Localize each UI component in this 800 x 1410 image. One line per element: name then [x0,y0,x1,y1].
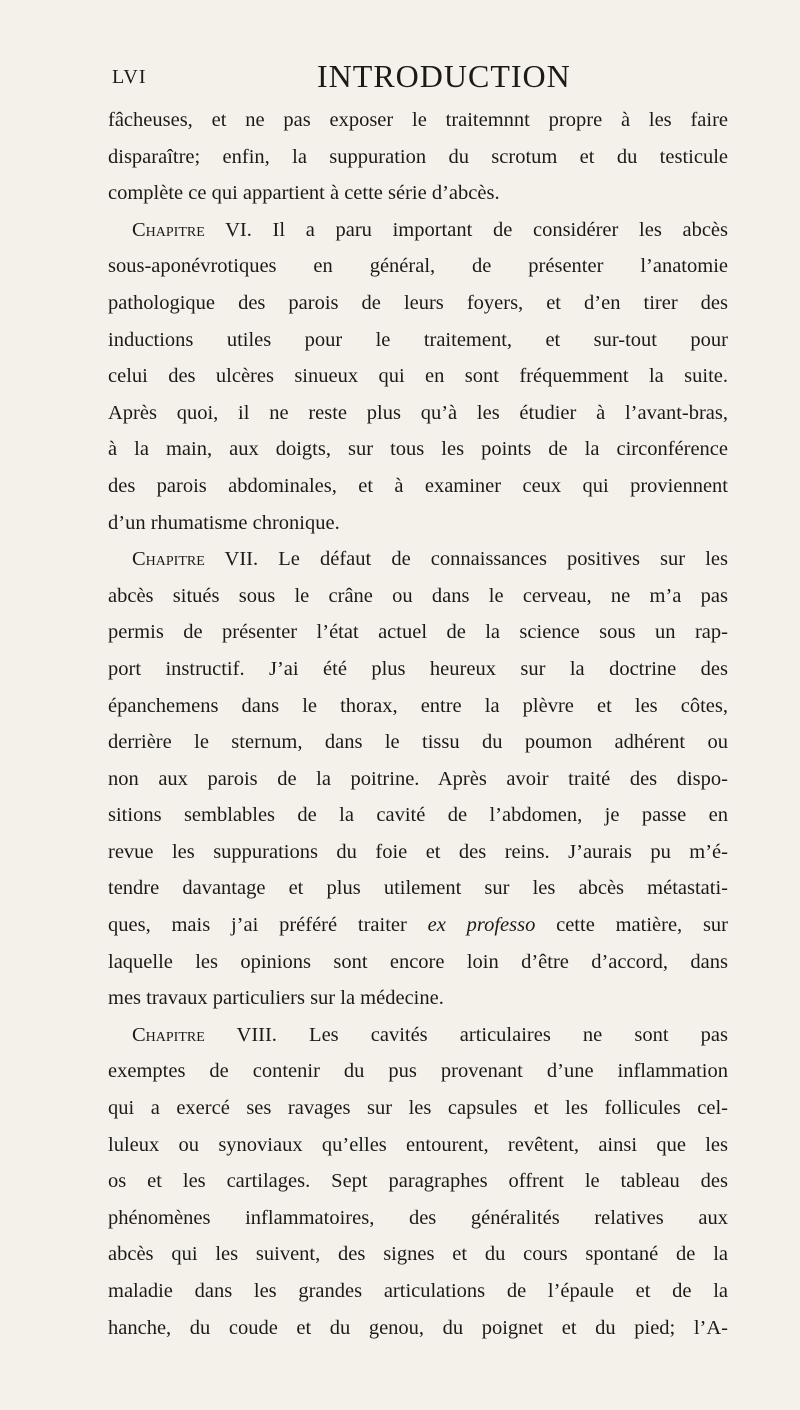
text-line [108,212,728,249]
text-segment: disparaître; enfin, la suppuration du scrotum et du testicule [108,145,728,168]
text-segment: complète ce qui appartient à cette série d’abcès. [108,182,500,205]
text-line [108,431,728,468]
text-line [108,834,728,871]
text-segment: à la main, aux doigts, sur tous les points de la circonférence [108,438,728,461]
text-segment: Il a paru important de considérer les abcès [251,218,728,241]
italic-phrase: ex professo [427,914,536,937]
text-segment: Après quoi, il ne reste plus qu’à les étudier à l’avant-bras, [108,401,728,424]
text-segment: pathologique des parois de leurs foyers, et d’en tirer des [108,291,728,314]
chapter-heading: Chapitre VI. [132,218,252,241]
text-line [108,907,728,944]
text-segment: ques, mais j’ai préféré traiter [108,914,428,937]
text-segment: revue les suppurations du foie et des reins. J’aurais pu m’é- [108,840,728,863]
text-line [108,322,728,359]
text-segment: port instructif. J’ai été plus heureux sur la doctrine des [108,657,728,680]
text-line [108,175,728,212]
text-line [108,797,728,834]
page-number: LVI [112,66,147,88]
text-segment: exemptes de contenir du pus provenant d’une inflammation [108,1060,728,1083]
text-segment: des parois abdominales, et à examiner ceux qui proviennent [108,474,728,497]
text-segment: d’un rhumatisme chronique. [108,511,340,534]
text-line [108,651,728,688]
page-header [112,52,712,92]
text-segment: non aux parois de la poitrine. Après avoir traité des dispo- [108,767,728,790]
text-segment: maladie dans les grandes articulations de l’épaule et de la [108,1280,728,1302]
body-text [108,102,728,1346]
text-segment: luleux ou synoviaux qu’elles entourent, revêtent, ainsi que les [108,1133,728,1156]
text-line [108,1053,728,1090]
text-segment: abcès situés sous le crâne ou dans le cerveau, ne m’a pas [108,584,728,607]
text-line [108,395,728,432]
text-line [108,358,728,395]
text-line [108,139,728,176]
text-line [108,761,728,798]
text-line [108,1236,728,1273]
text-segment: Le défaut de connaissances positives sur les [258,548,729,571]
text-segment: sitions semblables de la cavité de l’abdomen, je passe en [108,804,728,827]
text-line [108,944,728,981]
text-line [108,541,728,578]
text-segment: derrière le sternum, dans le tissu du poumon adhérent ou [108,731,728,754]
text-segment: tendre davantage et plus utilement sur les abcès métastati- [108,877,728,900]
text-segment: hanche, du coude et du genou, du poignet et du pied; l’A- [108,1316,728,1339]
text-line [108,578,728,615]
text-line [108,285,728,322]
text-line [108,1310,728,1347]
text-segment: permis de présenter l’état actuel de la science sous un rap- [108,621,728,644]
text-line [108,102,728,139]
text-line [108,468,728,505]
text-segment: qui a exercé ses ravages sur les capsules et les follicules cel- [108,1097,728,1120]
text-segment: fâcheuses, et ne pas exposer le traitemnnt propre à les faire [108,109,728,131]
text-segment: laquelle les opinions sont encore loin d’être d’accord, dans [108,950,728,973]
text-line [108,1017,728,1054]
text-segment: os et les cartilages. Sept paragraphes offrent le tableau des [108,1170,728,1193]
text-line [108,1200,728,1237]
text-segment: celui des ulcères sinueux qui en sont fréquemment la suite. [108,365,728,388]
running-title: INTRODUCTION [317,58,571,94]
text-line [108,980,728,1017]
text-line [108,248,728,285]
text-line [108,1163,728,1200]
text-segment: phénomènes inflammatoires, des généralités relatives aux [108,1206,728,1229]
text-segment: sous-aponévrotiques en général, de présenter l’anatomie [108,255,728,278]
text-line [108,505,728,542]
text-line [108,614,728,651]
text-segment: mes travaux particuliers sur la médecine. [108,987,444,1010]
text-line [108,870,728,907]
text-line [108,1127,728,1164]
text-segment: cette matière, sur [535,914,729,937]
text-segment: abcès qui les suivent, des signes et du cours spontané de la [108,1243,728,1266]
chapter-heading: Chapitre VIII. [132,1023,277,1046]
text-segment: inductions utiles pour le traitement, et sur-tout pour [108,328,728,351]
text-line [108,688,728,725]
chapter-heading: Chapitre VII. [132,548,259,571]
text-line [108,1273,728,1310]
text-line [108,724,728,761]
text-line [108,1090,728,1127]
text-segment: épanchemens dans le thorax, entre la plèvre et les côtes, [108,694,728,717]
text-segment: Les cavités articulaires ne sont pas [276,1023,728,1046]
